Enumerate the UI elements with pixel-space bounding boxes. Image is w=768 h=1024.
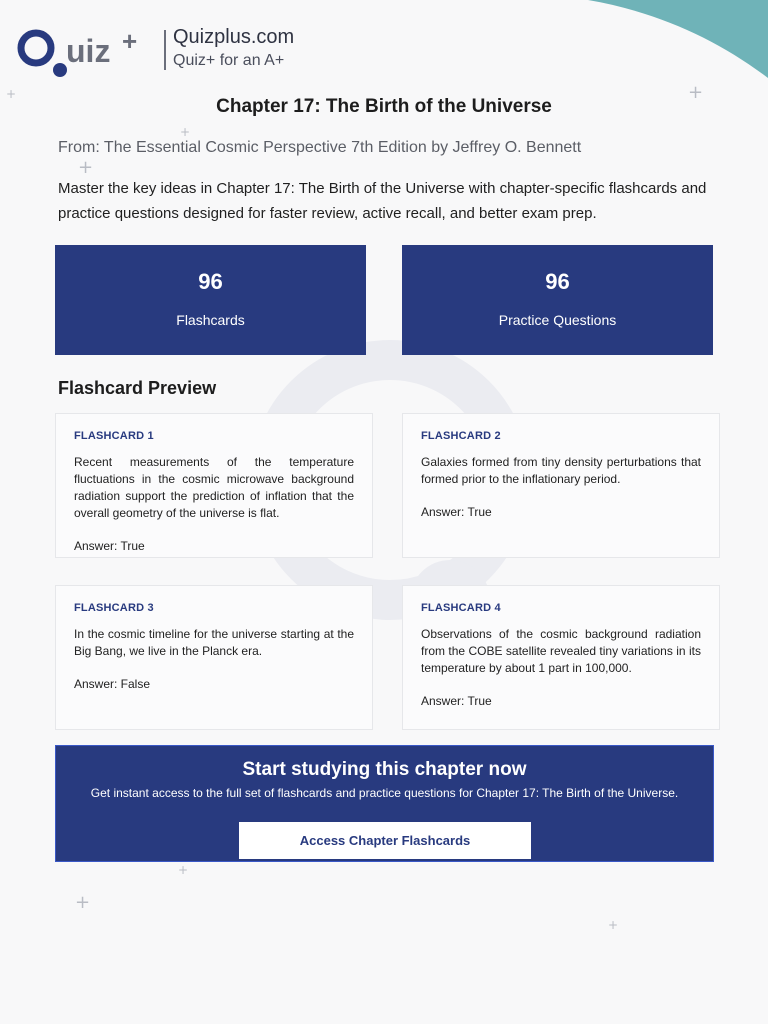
- site-name: Quizplus.com: [173, 26, 295, 48]
- plus-decoration-icon: +: [180, 125, 191, 139]
- flashcard-answer: Answer: True: [421, 505, 492, 519]
- cta-heading: Start studying this chapter now: [242, 759, 527, 780]
- flashcard-preview-title: Flashcard Preview: [58, 378, 217, 398]
- flashcard-label: FLASHCARD 1: [74, 430, 154, 442]
- flashcard-question: Recent measurements of the temperature fluctuations in the cosmic microwave background radiation support the prediction of inflation that the overall geometry of the universe is flat.: [74, 455, 354, 520]
- flashcard-answer: Answer: True: [421, 694, 492, 708]
- flashcard-label: FLASHCARD 3: [74, 602, 154, 614]
- access-chapter-flashcards-button[interactable]: Access Chapter Flashcards: [239, 822, 531, 859]
- brand-logo[interactable]: [16, 26, 316, 82]
- cta-subtext: Get instant access to the full set of flashcards and practice questions for Chapter 17: The Birth of the Universe.: [90, 786, 679, 800]
- stat-practice-questions: [402, 245, 713, 355]
- plus-decoration-icon: +: [6, 87, 17, 101]
- book-source: From: The Essential Cosmic Perspective 7th Edition by Jeffrey O. Bennett: [58, 139, 582, 156]
- stat-label: Flashcards: [176, 312, 245, 328]
- flashcard-3: [55, 585, 373, 730]
- svg-text:+: +: [122, 26, 138, 56]
- flashcard-4: [402, 585, 720, 730]
- quizplus-logo-icon: [16, 26, 156, 82]
- logo-divider: [164, 30, 166, 70]
- plus-decoration-icon: +: [178, 863, 189, 877]
- plus-decoration-icon: +: [78, 157, 94, 178]
- flashcard-label: FLASHCARD 4: [421, 602, 501, 614]
- flashcard-1: [55, 413, 373, 558]
- flashcard-question: Observations of the cosmic background radiation from the COBE satellite revealed tiny variations in its temperature by about 1 part in 100,000.: [421, 627, 701, 675]
- intro-text: Master the key ideas in Chapter 17: The Birth of the Universe with chapter-specific flashcards and practice questions designed for faster review, active recall, and better exam prep.: [58, 180, 707, 222]
- corner-decoration: [568, 0, 768, 80]
- flashcard-question: In the cosmic timeline for the universe starting at the Big Bang, we live in the Planck era.: [74, 627, 354, 658]
- cta-banner: [55, 745, 714, 862]
- flashcard-answer: Answer: False: [74, 677, 151, 691]
- stat-value: 96: [545, 269, 570, 294]
- stat-value: 96: [198, 269, 223, 294]
- plus-decoration-icon: +: [75, 892, 91, 913]
- stat-flashcards: [55, 245, 366, 355]
- plus-decoration-icon: +: [688, 82, 704, 103]
- page-title: Chapter 17: The Birth of the Universe: [216, 96, 552, 117]
- site-tagline: Quiz+ for an A+: [173, 52, 285, 69]
- flashcard-answer: Answer: True: [74, 539, 145, 553]
- stat-label: Practice Questions: [498, 312, 617, 328]
- flashcard-2: [402, 413, 720, 558]
- plus-decoration-icon: +: [608, 918, 619, 932]
- flashcard-label: FLASHCARD 2: [421, 430, 501, 442]
- flashcard-question: Galaxies formed from tiny density perturbations that formed prior to the inflationary period.: [421, 455, 701, 486]
- svg-text:uiz: uiz: [66, 33, 111, 69]
